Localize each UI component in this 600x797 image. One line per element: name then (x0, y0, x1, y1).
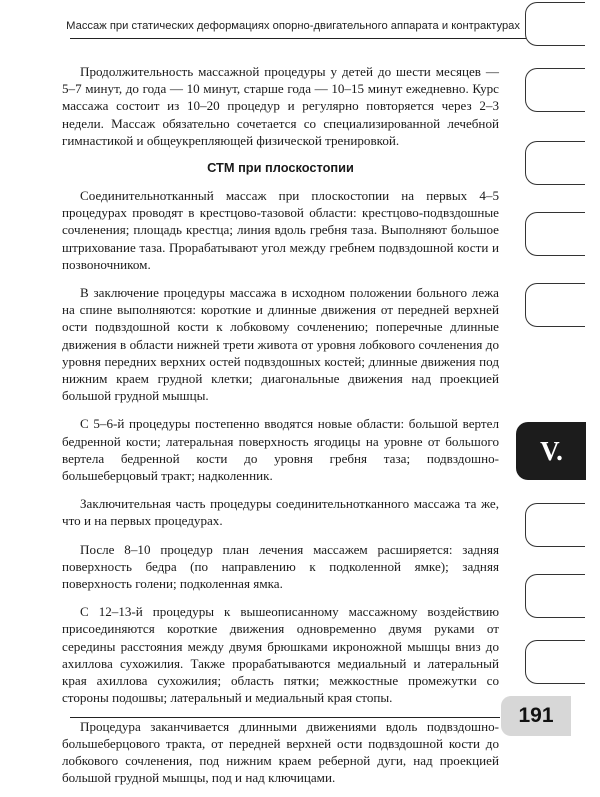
chapter-tab (525, 212, 585, 256)
chapter-tab (525, 2, 585, 46)
page-number: 191 (501, 696, 571, 736)
footer-rule (70, 717, 500, 718)
body-paragraph: Процедура заканчивается длинными движениями вдоль подвздошно-большеберцового тракта, от передней верхней ости подвздошной кости до лобкового сочленения, под нижним краем реберной дуги, над проекцией большой грудной мышцы, под и над ключицами. (62, 718, 499, 786)
chapter-tab (525, 503, 585, 547)
body-paragraph: После 8–10 процедур план лечения массажем расширяется: задняя поверхность бедра (по направлению к подколенной ямке); задняя поверхность голени; подколенная ямка. (62, 541, 499, 592)
section-heading: СТМ при плоскостопии (207, 160, 354, 176)
body-paragraph: С 12–13-й процедуры к вышеописанному массажному воздействию присоединяются короткие движения одновременно двумя руками от середины расстояния между двумя брюшками икроножной мышцы вниз до ахиллова сухожилия. Также прорабатываются медиальный и латеральный края ахиллова сухожилия; область пятки; межкостные промежутки со стороны подошвы; латеральный и медиальный края стопы. (62, 604, 499, 706)
header-rule (70, 38, 528, 39)
body-paragraph: С 5–6-й процедуры постепенно вводятся новые области: большой вертел бедренной кости; латеральная поверхность ягодицы на уровне от большого вертела бедренной кости до уровня гребня таза; подвздошно-большеберцовый тракт; надколенник. (62, 416, 499, 484)
running-header: Массаж при статических деформациях опорно-двигательного аппарата и контрактурах (66, 20, 520, 32)
chapter-tab-active: V. (516, 422, 586, 480)
chapter-tab (525, 640, 585, 684)
body-paragraph: Заключительная часть процедуры соединительнотканного массажа та же, что и на первых процедурах. (62, 496, 499, 529)
intro-paragraph: Продолжительность массажной процедуры у детей до шести месяцев — 5–7 минут, до года — 10 минут, старше года — 10–15 минут ежедневно. Курс массажа состоит из 10–20 процедур и регулярно повторяется через 2–3 недели. Массаж обязательно сочетается со специализированной лечебной гимнастикой и общеукрепляющей физической тренировкой. (62, 64, 499, 148)
page-body (62, 63, 499, 797)
chapter-tab (525, 141, 585, 185)
body-paragraph: В заключение процедуры массажа в исходном положении больного лежа на спине выполняются: короткие и длинные движения от передней верхней ости подвздошной кости к лобковому сочленению; поперечные длинные движения в области нижней трети живота от уровня лобкового сочленения до уровня передних верхних остей подвздошных костей; длинные движения под нижним краем грудной клетки; диагональные движения над проекцией большой грудной мышцы. (62, 285, 499, 404)
chapter-tab (525, 283, 585, 327)
chapter-tab (525, 574, 585, 618)
body-paragraph: Соединительнотканный массаж при плоскостопии на первых 4–5 процедурах проводят в крестцово-тазовой области: крестцово-подвздошные сочленения; площадь крестца; линия вдоль гребня таза. Выполняют большое штрихование таза. Прорабатывают угол между гребнем подвздошной кости и позвоночником. (62, 188, 499, 272)
chapter-tab (525, 68, 585, 112)
